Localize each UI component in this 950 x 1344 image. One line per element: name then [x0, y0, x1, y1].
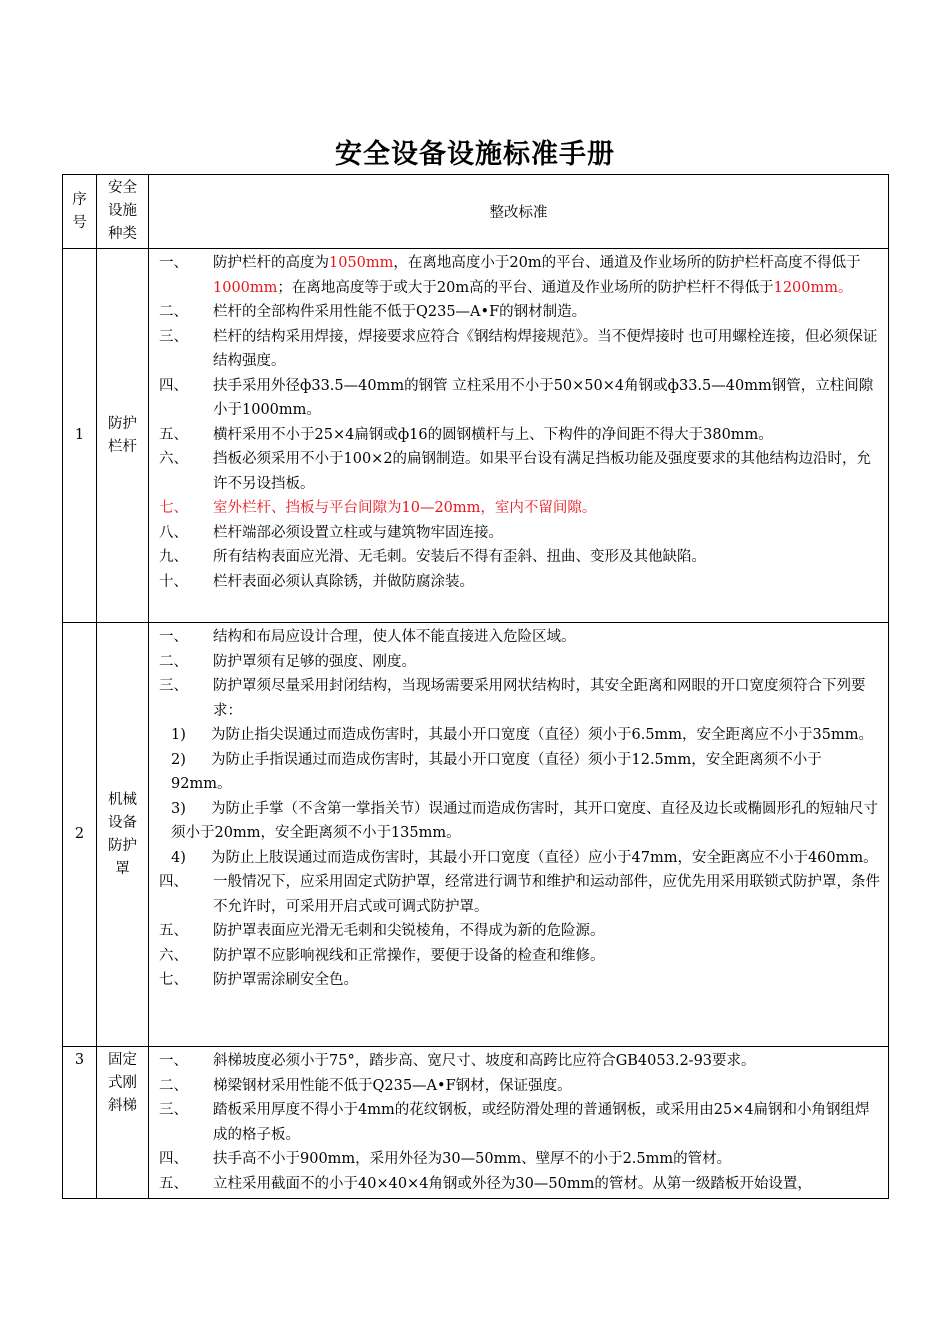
item-number: 一、 — [159, 1053, 188, 1069]
item-text: 扶手高不小于900mm，采用外径为30—50mm、壁厚不的小于2.5mm的管材。 — [213, 1151, 732, 1167]
item-text: 斜梯坡度必须小于75°，踏步高、宽尺寸、坡度和高跨比应符合GB4053.2-93要求。 — [213, 1053, 756, 1069]
standards-table — [62, 174, 889, 1199]
list-item — [159, 919, 881, 944]
list-item — [159, 1074, 881, 1099]
list-item — [159, 251, 881, 300]
sub-item — [159, 846, 881, 871]
item-number: 六、 — [159, 451, 188, 467]
item-text: 一般情况下，应采用固定式防护罩，经常进行调节和维护和运动部件，应优先用采用联锁式防护罩，条件不允许时，可采用开启式或可调式防护罩。 — [213, 874, 880, 915]
highlight-value: 1000mm — [213, 279, 278, 296]
list-item — [159, 1098, 881, 1147]
item-text: 防护罩不应影响视线和正常操作，要便于设备的检查和维修。 — [213, 947, 605, 964]
item-number: 八、 — [159, 524, 188, 541]
item-number: 一、 — [159, 629, 188, 645]
item-number: 三、 — [159, 1102, 188, 1118]
list-item — [159, 545, 881, 570]
item-number: 四、 — [159, 377, 188, 394]
item-text: 栏杆表面必须认真除锈，并做防腐涂装。 — [213, 573, 474, 590]
item-text: 踏板采用厚度不得小于4mm的花纹钢板，或经防滑处理的普通钢板，或采用由25×4扁钢和小角钢组焊成的格子板。 — [213, 1102, 870, 1143]
item-text: 挡板必须采用不小于100×2的扁钢制造。如果平台设有满足挡板功能及强度要求的其他结构边沿时，允许不另设挡板。 — [213, 451, 872, 492]
row-standards — [149, 1047, 889, 1199]
item-text: 栏杆的结构采用焊接，焊接要求应符合《钢结构焊接规范》。当不便焊接时 也可用螺栓连接，但必须保证结构强度。 — [213, 328, 878, 369]
item-number: 三、 — [159, 678, 188, 694]
highlight-value: 1050mm — [329, 255, 394, 271]
list-item — [159, 300, 881, 325]
item-text: 所有结构表面应光滑、无毛刺。安装后不得有歪斜、扭曲、变形及其他缺陷。 — [213, 549, 706, 565]
list-item — [159, 374, 881, 423]
table-header-row — [63, 175, 889, 249]
item-number: 五、 — [159, 426, 188, 443]
row-category-text: 机械设备防护罩 — [108, 791, 137, 877]
sub-item — [159, 723, 881, 748]
item-text-part: 防护栏杆的高度为 — [213, 255, 329, 271]
item-number: 十、 — [159, 573, 188, 590]
row-no: 1 — [63, 249, 97, 623]
row-category — [97, 249, 149, 623]
item-number: 六、 — [159, 947, 188, 964]
list-item — [159, 674, 881, 723]
sub-item-text: 为防止手指误通过而造成伤害时，其最小开口宽度（直径）须小于12.5mm，安全距离须不小于92mm。 — [171, 751, 822, 792]
item-text — [213, 251, 881, 300]
item-number: 二、 — [159, 304, 188, 320]
header-category — [97, 175, 149, 249]
table-row — [63, 1047, 889, 1199]
item-text: 结构和布局应设计合理，使人体不能直接进入危险区域。 — [213, 629, 576, 645]
header-no-text: 序号 — [72, 191, 87, 231]
row-standards — [149, 249, 889, 623]
list-item — [159, 447, 881, 496]
item-text: 防护罩表面应光滑无毛刺和尖锐棱角，不得成为新的危险源。 — [213, 923, 605, 939]
item-number: 七、 — [159, 972, 188, 988]
list-item-highlighted — [159, 496, 881, 521]
row-category-text: 防护栏杆 — [108, 415, 137, 455]
item-text: 梯梁钢材采用性能不低于Q235—A•F钢材，保证强度。 — [213, 1077, 572, 1094]
item-number: 七、 — [159, 500, 188, 516]
header-category-text: 安全设施种类 — [108, 180, 137, 242]
item-number: 二、 — [159, 653, 188, 670]
item-number: 九、 — [159, 549, 188, 565]
sub-item — [159, 797, 881, 846]
item-text: 防护罩须尽量采用封闭结构，当现场需要采用网状结构时，其安全距离和网眼的开口宽度须符合下列要求： — [213, 678, 866, 719]
page-title: 安全设备设施标准手册 — [335, 139, 615, 170]
row-no: 2 — [63, 623, 97, 1047]
list-item — [159, 1172, 881, 1197]
list-item — [159, 1049, 881, 1074]
sub-item-number: 1) — [171, 727, 186, 743]
item-text: 室外栏杆、挡板与平台间隙为10—20mm，室内不留间隙。 — [213, 500, 597, 516]
list-item — [159, 423, 881, 448]
sub-item-number: 3) — [171, 800, 186, 817]
item-text: 扶手采用外径ф33.5—40mm的钢管 立柱采用不小于50×50×4角钢或ф33.5—40mm钢管，立柱间隙小于1000mm。 — [213, 377, 874, 418]
sub-item-number: 2) — [171, 751, 186, 768]
row-category — [97, 1047, 149, 1199]
list-item — [159, 521, 881, 546]
item-text: 立柱采用截面不的小于40×40×4角钢或外径为30—50mm的管材。从第一级踏板开始设置， — [213, 1175, 812, 1192]
sub-item-text: 为防止指尖误通过而造成伤害时，其最小开口宽度（直径）须小于6.5mm，安全距离应不小于35mm。 — [211, 727, 874, 743]
list-item — [159, 570, 881, 595]
highlight-value: 1200mm。 — [773, 279, 853, 296]
item-text: 防护罩需涂刷安全色。 — [213, 972, 358, 988]
item-number: 四、 — [159, 1151, 188, 1167]
item-text: 横杆采用不小于25×4扁钢或ф16的圆钢横杆与上、下构件的净间距不得大于380mm。 — [213, 426, 773, 443]
item-text: 防护罩须有足够的强度、刚度。 — [213, 653, 416, 670]
list-item — [159, 625, 881, 650]
row-no: 3 — [63, 1047, 97, 1199]
sub-item-text: 为防止手掌（不含第一掌指关节）误通过而造成伤害时，其开口宽度、直径及边长或椭圆形孔的短轴尺寸须小于20mm，安全距离须不小于135mm。 — [171, 800, 878, 841]
item-text-part: ，在离地高度小于20m的平台、通道及作业场所的防护栏杆高度不得低于 — [393, 255, 861, 271]
list-item — [159, 1147, 881, 1172]
list-item — [159, 968, 881, 993]
table-row — [63, 623, 889, 1047]
list-item — [159, 650, 881, 675]
list-item — [159, 870, 881, 919]
item-text: 栏杆的全部构件采用性能不低于Q235—A•F的钢材制造。 — [213, 304, 587, 320]
item-text-part: ；在离地高度等于或大于20m高的平台、通道及作业场所的防护栏杆不得低于 — [277, 279, 774, 296]
item-number: 二、 — [159, 1077, 188, 1094]
sub-item-number: 4) — [171, 849, 186, 866]
list-item — [159, 944, 881, 969]
row-standards — [149, 623, 889, 1047]
header-no — [63, 175, 97, 249]
table-row — [63, 249, 889, 623]
item-number: 一、 — [159, 255, 188, 271]
row-category — [97, 623, 149, 1047]
item-text: 栏杆端部必须设置立柱或与建筑物牢固连接。 — [213, 524, 503, 541]
item-number: 五、 — [159, 1175, 188, 1192]
header-standard: 整改标准 — [149, 175, 889, 249]
item-number: 三、 — [159, 328, 188, 345]
list-item — [159, 325, 881, 374]
sub-item — [159, 748, 881, 797]
item-number: 五、 — [159, 923, 188, 939]
sub-item-text: 为防止上肢误通过而造成伤害时，其最小开口宽度（直径）应小于47mm，安全距离应不小于460mm。 — [211, 849, 878, 866]
item-number: 四、 — [159, 874, 188, 890]
row-category-text: 固定式刚斜梯 — [108, 1052, 137, 1114]
